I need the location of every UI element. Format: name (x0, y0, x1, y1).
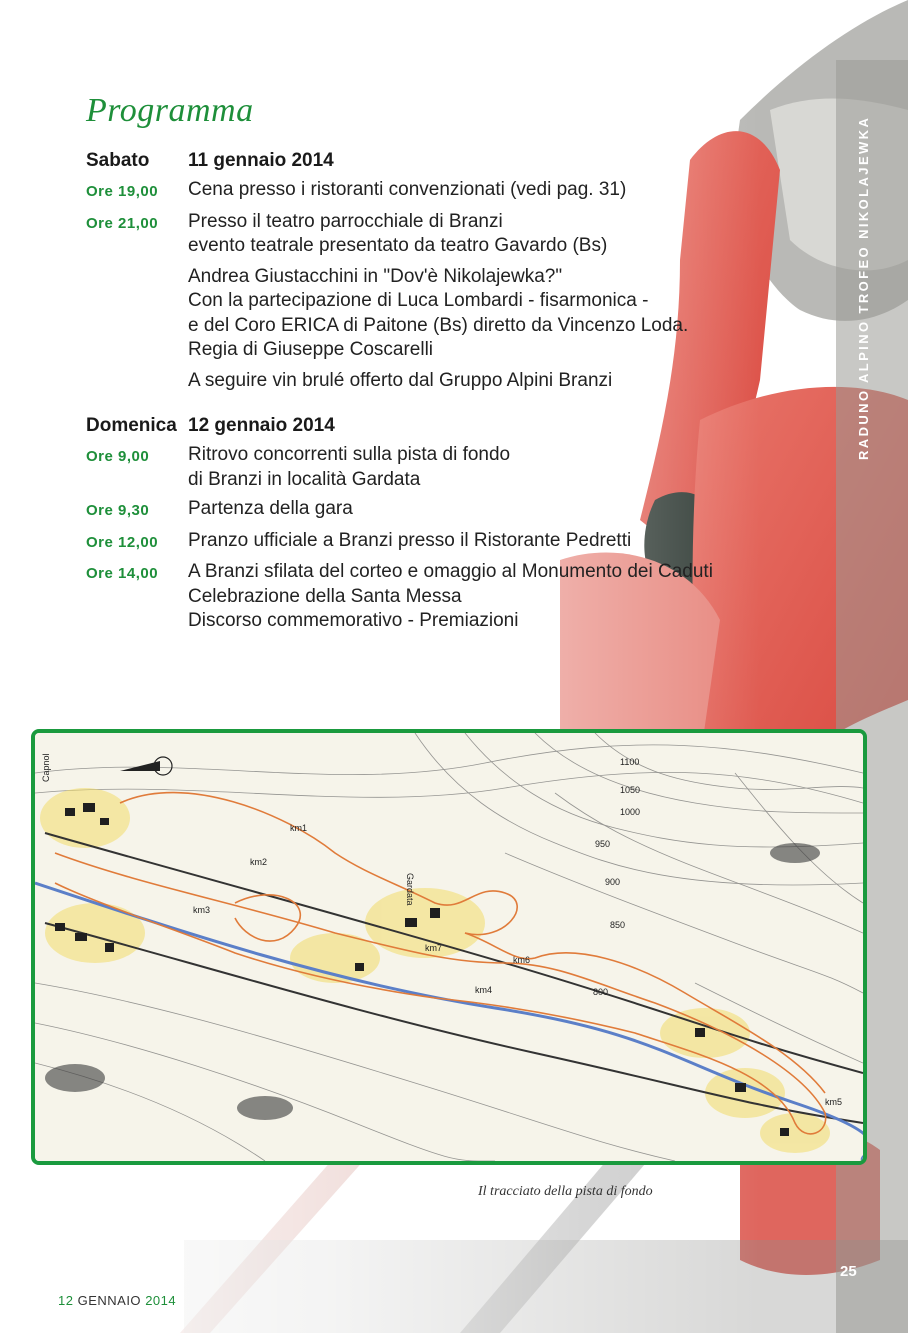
schedule-item (86, 210, 806, 394)
day-heading (86, 415, 806, 437)
day-date: 12 gennaio 2014 (188, 415, 335, 436)
day-name: Sabato (86, 150, 150, 171)
event-line: A Branzi sfilata del corteo e omaggio al Monumento dei Caduti (188, 561, 713, 582)
schedule-item (86, 443, 806, 492)
map-elevation: 1000 (620, 807, 641, 817)
map-elevation: 900 (605, 877, 621, 887)
footer-year: 2014 (145, 1293, 177, 1308)
footer-day: 12 (58, 1293, 74, 1308)
schedule-item (86, 497, 806, 524)
event-description (188, 529, 806, 556)
event-line: Discorso commemorativo - Premiazioni (188, 610, 519, 631)
map-label: km6 (513, 955, 531, 965)
event-time: Ore 21,00 (86, 214, 159, 232)
map-label: km5 (825, 1097, 843, 1107)
map-elevation: 850 (610, 920, 626, 930)
map-elevation: 950 (595, 839, 611, 849)
page-number: 25 (840, 1263, 857, 1280)
map-label: km7 (425, 943, 443, 953)
event-description (188, 178, 806, 205)
event-description (188, 497, 806, 524)
event-line: Andrea Giustacchini in "Dov'è Nikolajewka?" (188, 265, 563, 287)
schedule (86, 150, 806, 639)
event-line: evento teatrale presentato da teatro Gavardo (Bs) (188, 235, 608, 256)
event-line: di Branzi in località Gardata (188, 468, 421, 490)
event-time: Ore 9,30 (86, 502, 150, 519)
map-label: Capnol (41, 753, 51, 782)
footer-date (58, 1293, 176, 1308)
event-line: Pranzo ufficiale a Branzi presso il Ristorante Pedretti (188, 529, 632, 551)
map-elevation: 800 (593, 987, 609, 997)
map-caption: Il tracciato della pista di fondo (478, 1184, 653, 1199)
event-line: Con la partecipazione di Luca Lombardi - fisarmonica - (188, 290, 649, 311)
schedule-item (86, 178, 806, 205)
map-label: km1 (290, 823, 308, 833)
event-line: Ritrovo concorrenti sulla pista di fondo (188, 444, 511, 465)
event-line: Celebrazione della Santa Messa (188, 585, 462, 607)
event-time: Ore 12,00 (86, 533, 159, 551)
footer-month: GENNAIO (77, 1293, 142, 1308)
day-heading (86, 150, 806, 172)
day-name: Domenica (86, 415, 177, 436)
track-map-image (35, 733, 863, 1161)
map-label: Gardata (405, 873, 415, 906)
event-line: Cena presso i ristoranti convenzionati (vedi pag. 31) (188, 179, 627, 200)
map-label: km4 (475, 985, 493, 995)
vertical-side-title: RADUNO ALPINO TROFEO NIKOLAJEWKA (856, 115, 871, 460)
event-line: e del Coro ERICA di Paitone (Bs) diretto da Vincenzo Loda. (188, 314, 689, 336)
map-elevation: 1050 (620, 785, 641, 795)
track-map (31, 729, 867, 1165)
map-elevation: 1100 (620, 757, 640, 767)
event-time: Ore 19,00 (86, 183, 159, 200)
event-description (188, 443, 806, 492)
map-label: km2 (250, 857, 268, 867)
event-description (188, 210, 806, 394)
event-line: Partenza della gara (188, 498, 353, 519)
page-title: Programma (86, 92, 254, 129)
event-line: A seguire vin brulé offerto dal Gruppo Alpini Branzi (188, 369, 613, 391)
event-time: Ore 9,00 (86, 448, 150, 465)
event-line: Regia di Giuseppe Coscarelli (188, 339, 434, 360)
event-line: Presso il teatro parrocchiale di Branzi (188, 210, 503, 232)
event-time: Ore 14,00 (86, 565, 159, 582)
map-label: km3 (193, 905, 211, 915)
event-description (188, 560, 806, 634)
schedule-item (86, 560, 806, 634)
day-date: 11 gennaio 2014 (188, 150, 334, 171)
schedule-item (86, 529, 806, 556)
